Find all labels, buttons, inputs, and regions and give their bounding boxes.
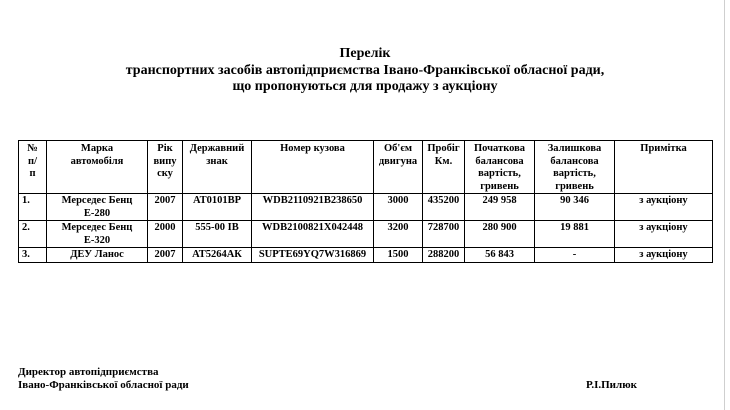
cell-mileage: 288200	[423, 248, 465, 263]
header-line: Примітка	[640, 143, 687, 154]
cell-initial-value: 280 900	[465, 221, 535, 248]
header-line: автомобіля	[70, 155, 124, 167]
cell-residual-value: -	[535, 248, 615, 263]
header-brand	[47, 141, 148, 194]
cell-residual-value: 19 881	[535, 221, 615, 248]
cell-mileage: 435200	[423, 194, 465, 221]
header-note	[615, 141, 713, 194]
cell-initial-value: 56 843	[465, 248, 535, 263]
table-row	[19, 194, 713, 221]
cell-brand	[47, 194, 148, 221]
header-initial-value	[465, 141, 535, 194]
cell-brand-line: Е-280	[83, 207, 111, 219]
cell-note: з аукціону	[615, 248, 713, 263]
cell-brand-line: ДЕУ Ланос	[70, 249, 124, 260]
table-row	[19, 248, 713, 263]
header-residual-value	[535, 141, 615, 194]
header-line: ску	[157, 168, 173, 179]
cell-note: з аукціону	[615, 221, 713, 248]
header-line: Пробіг	[427, 143, 460, 154]
header-mileage	[423, 141, 465, 194]
header-line: вартість,	[478, 168, 521, 179]
header-line: Марка	[80, 143, 114, 154]
signature-position-line-2: Івано-Франківської обласної ради	[18, 379, 189, 391]
header-line: №	[27, 143, 38, 154]
title-line-1: Перелік	[339, 46, 391, 61]
cell-initial-value: 249 958	[465, 194, 535, 221]
header-line: гривень	[555, 180, 594, 192]
header-line: балансова	[550, 155, 599, 167]
header-line: Початкова	[473, 143, 526, 154]
header-line: випу	[153, 155, 177, 167]
cell-num: 3.	[19, 248, 47, 263]
header-line: двигуна	[378, 155, 418, 167]
header-num	[19, 141, 47, 194]
cell-year: 2007	[148, 248, 183, 263]
header-line: гривень	[480, 180, 519, 192]
vehicles-table	[18, 140, 713, 263]
cell-num: 2.	[19, 221, 47, 248]
header-line: п/	[28, 155, 37, 167]
cell-year: 2000	[148, 221, 183, 248]
signature-position-line-1: Директор автопідприємства	[18, 366, 159, 378]
title-line-2: транспортних засобів автопідприємства Івано-Франківської обласної ради,	[125, 62, 605, 78]
cell-brand	[47, 248, 148, 263]
header-line: Км.	[434, 155, 453, 167]
header-line: Державний	[189, 143, 245, 154]
signature-position	[18, 366, 189, 392]
cell-note: з аукціону	[615, 194, 713, 221]
cell-plate: АТ5264АК	[183, 248, 252, 263]
cell-mileage: 728700	[423, 221, 465, 248]
signer-name: Р.І.Пилюк	[586, 379, 637, 391]
cell-residual-value: 90 346	[535, 194, 615, 221]
cell-body-number: WDB2110921B238650	[252, 194, 374, 221]
header-line: Об'єм	[383, 143, 413, 154]
header-line: Номер кузова	[280, 143, 345, 154]
header-line: Рік	[157, 143, 173, 154]
cell-brand-line: Е-320	[83, 234, 111, 246]
header-line: балансова	[475, 155, 524, 167]
cell-body-number: SUPTE69YQ7W316869	[252, 248, 374, 263]
header-line: п	[29, 168, 36, 179]
table-row	[19, 221, 713, 248]
header-engine	[374, 141, 423, 194]
cell-num: 1.	[19, 194, 47, 221]
cell-brand-line: Мерседес Бенц	[61, 222, 133, 233]
cell-engine: 3200	[374, 221, 423, 248]
cell-plate: 555-00 ІВ	[183, 221, 252, 248]
cell-engine: 1500	[374, 248, 423, 263]
document-title	[0, 46, 730, 96]
header-plate	[183, 141, 252, 194]
title-line-3: що пропонуються для продажу з аукціону	[232, 79, 498, 94]
header-body-number	[252, 141, 374, 194]
table-header-row	[19, 141, 713, 194]
header-line: знак	[206, 155, 228, 167]
cell-brand-line: Мерседес Бенц	[61, 195, 133, 206]
cell-plate: АТ0101ВР	[183, 194, 252, 221]
header-line: Залишкова	[547, 143, 602, 154]
cell-year: 2007	[148, 194, 183, 221]
header-line: вартість,	[553, 168, 596, 179]
cell-body-number: WDB2100821X042448	[252, 221, 374, 248]
cell-brand	[47, 221, 148, 248]
header-year	[148, 141, 183, 194]
cell-engine: 3000	[374, 194, 423, 221]
